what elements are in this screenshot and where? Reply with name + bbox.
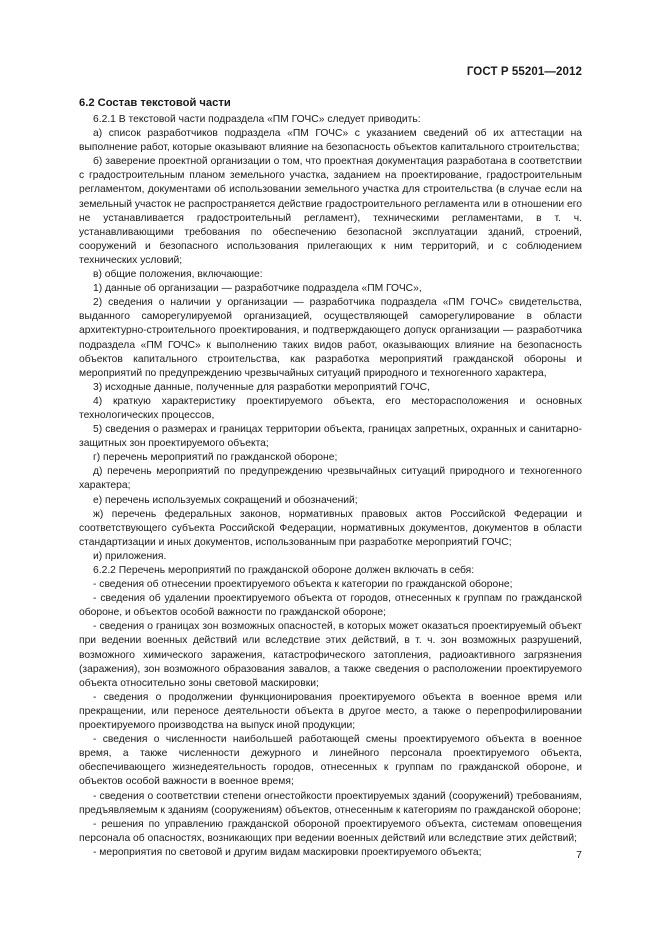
paragraph: г) перечень мероприятий по гражданской обороне; [93, 452, 338, 464]
section-title: 6.2 Состав текстовой части [79, 97, 231, 109]
paragraph: и) приложения. [93, 550, 167, 562]
paragraph: 5) сведения о размерах и границах территории объекта, границах запретных, охранных и санитарно-защитных зон проектируемого объекта; [79, 424, 582, 450]
paragraph: - сведения о границах зон возможных опасностей, в которых может оказаться проектируемый объект при ведении военных действий или вследствие этих действий, в т. ч. зон возможных разрушений, возможного химического заражения, катастрофического затопления, радиоактивного загрязнения (заражения), зон возможного образования завалов, а также сведения о расположении проектируемого объекта относительно зоны световой маскировки; [79, 621, 582, 689]
paragraph: 1) данные об организации — разработчике подраздела «ПМ ГОЧС», [93, 283, 422, 295]
page-number: 7 [576, 849, 582, 861]
paragraph: д) перечень мероприятий по предупреждению чрезвычайных ситуаций природного и техногенного характера; [79, 466, 582, 492]
paragraph: 3) исходные данные, полученные для разработки мероприятий ГОЧС, [93, 381, 430, 393]
paragraph: 6.2.1 В текстовой части подраздела «ПМ ГОЧС» следует приводить: [93, 114, 421, 125]
paragraph: - сведения о соответствии степени огнестойкости проектируемых зданий (сооружений) требованиям, предъявляемым к зданиям (сооружениям) объектов, отнесенным к категориям по гражданской обороне; [79, 790, 582, 816]
body-text [79, 113, 582, 860]
paragraph: - сведения о продолжении функционирования проектируемого объекта в военное время или прекращении, или переносе деятельности объекта в другое место, а также о перепрофилировании проектируемого производства на выпуск иной продукции; [79, 691, 582, 732]
paragraph: 2) сведения о наличии у организации — разработчика подраздела «ПМ ГОЧС» свидетельства, выданного саморегулируемой организацией, осуществляющей саморегулирование в области архитектурно-строительного проектирования, и подтверждающего допуск организации — разработчика подраздела «ПМ ГОЧС» к выполнению таких видов работ, оказывающих влияние на безопасность объектов капитального строительства, как разработка мероприятий гражданской обороны и мероприятий по предупреждению чрезвычайных ситуаций природного и техногенного характера, [79, 297, 582, 379]
paragraph: - сведения об отнесении проектируемого объекта к категории по гражданской обороне; [93, 579, 513, 591]
paragraph: - мероприятия по световой и другим видам маскировки проектируемого объекта; [93, 846, 482, 858]
paragraph: - решения по управлению гражданской обороной проектируемого объекта, системам оповещения персонала об опасностях, возникающих при ведении военных действий или вследствие этих действий; [79, 818, 582, 844]
document-code: ГОСТ Р 55201—2012 [466, 66, 582, 78]
paragraph: ж) перечень федеральных законов, нормативных правовых актов Российской Федерации и соответствующего субъекта Российской Федерации, нормативных документов, документов в области стандартизации и иных документов, использованным при разработке мероприятий ГОЧС; [79, 508, 582, 548]
paragraph: б) заверение проектной организации о том, что проектная документация разработана в соответствии с градостроительным планом земельного участка, заданием на проектирование, градостроительным регламентом, документами об использовании земельного участка для строительства (в случае если на земельный участок не распространяется действие градостроительного регламента или в отношении его не устанавливается градостроительный регламент), техническими регламентами, в т. ч. устанавливающими требования по обеспечению безопасной эксплуатации зданий, строений, сооружений и безопасного использования прилегающих к ним территорий, и с соблюдением технических условий; [79, 156, 582, 266]
paragraph: в) общие положения, включающие: [93, 269, 263, 281]
paragraph: е) перечень используемых сокращений и обозначений; [93, 494, 358, 506]
paragraph: 6.2.2 Перечень мероприятий по гражданской обороне должен включать в себя: [93, 565, 475, 576]
paragraph: - сведения об удалении проектируемого объекта от городов, отнесенных к группам по гражданской обороне, и объектов особой важности по гражданской обороне; [79, 593, 582, 619]
paragraph: 4) краткую характеристику проектируемого объекта, его месторасположения и основных технологических процессов, [79, 395, 582, 421]
paragraph: - сведения о численности наибольшей работающей смены проектируемого объекта в военное время, а также численности дежурного и линейного персонала проектируемого объекта, обеспечивающего жизнедеятельность городов, отнесенных к группам по гражданской обороне, и объектов особой важности в военное время; [79, 734, 582, 788]
paragraph: а) список разработчиков подраздела «ПМ ГОЧС» с указанием сведений об их аттестации на выполнение работ, которые оказывают влияние на безопасность объектов капитального строительства; [79, 128, 582, 154]
